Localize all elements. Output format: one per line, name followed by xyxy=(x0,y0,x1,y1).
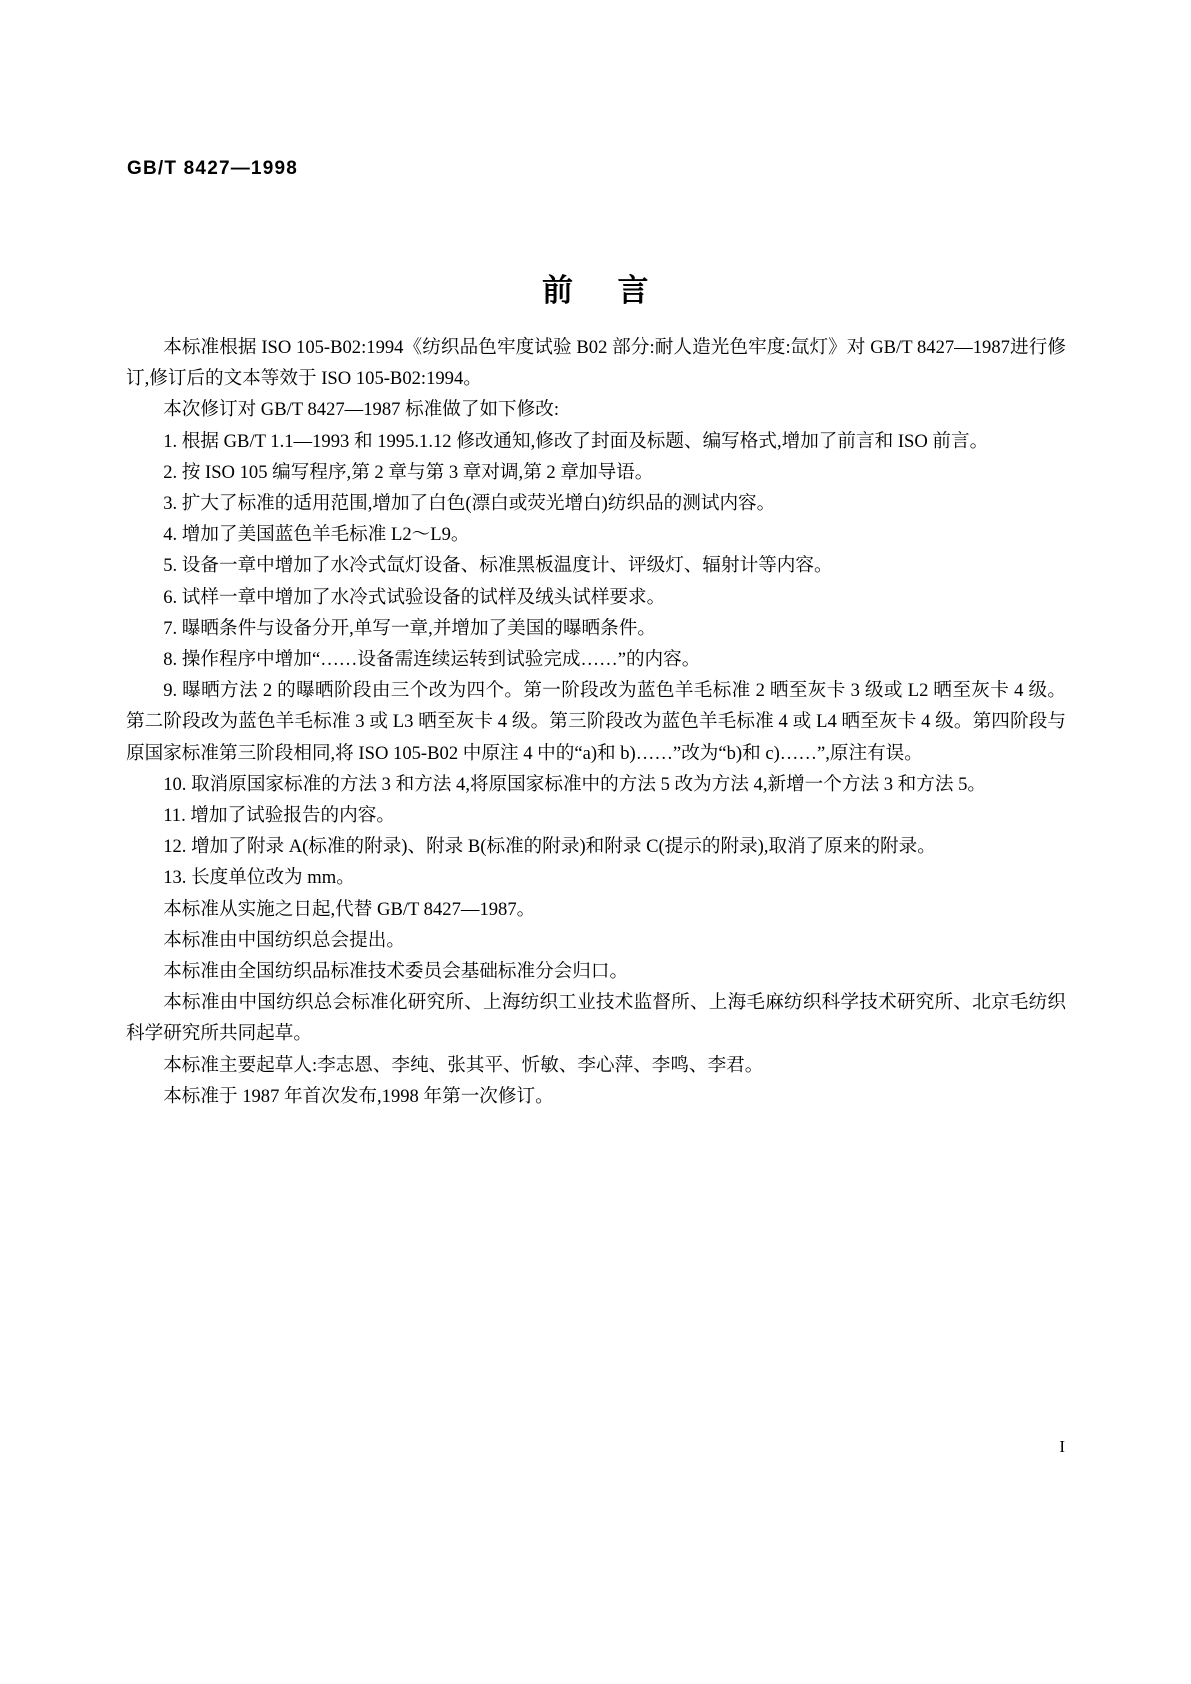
foreword-body xyxy=(126,332,1066,1112)
paragraph: 7. 曝晒条件与设备分开,单写一章,并增加了美国的曝晒条件。 xyxy=(163,617,656,639)
paragraph: 本次修订对 GB/T 8427—1987 标准做了如下修改: xyxy=(163,399,560,421)
paragraph: 6. 试样一章中增加了水冷式试验设备的试样及绒头试样要求。 xyxy=(163,586,666,608)
page-title-char-2: 言 xyxy=(617,273,649,309)
paragraph: 9. 曝晒方法 2 的曝晒阶段由三个改为四个。第一阶段改为蓝色羊毛标准 2 晒至灰卡 3 级或 L2 晒至灰卡 4 级。第二阶段改为蓝色羊毛标准 3 或 L3 晒至灰卡 4 级。第三阶段改为蓝色羊毛标准 4 或 L4 晒至灰卡 4 级。第四阶段与原国家标准第三阶段相同,将 ISO 105-B02 中原注 4 中的“a)和 b)……”改为“b)和 c)……”,原注有误。 xyxy=(126,680,1066,764)
paragraph: 2. 按 ISO 105 编写程序,第 2 章与第 3 章对调,第 2 章加导语。 xyxy=(163,461,654,483)
paragraph: 本标准由中国纺织总会提出。 xyxy=(163,929,405,951)
paragraph: 本标准于 1987 年首次发布,1998 年第一次修订。 xyxy=(163,1085,554,1107)
paragraph: 本标准从实施之日起,代替 GB/T 8427—1987。 xyxy=(163,898,536,920)
standard-number: GB/T 8427—1998 xyxy=(127,158,298,179)
paragraph: 13. 长度单位改为 mm。 xyxy=(163,867,355,889)
paragraph: 本标准由中国纺织总会标准化研究所、上海纺织工业技术监督所、上海毛麻纺织科学技术研究所、北京毛纺织科学研究所共同起草。 xyxy=(126,992,1066,1045)
paragraph: 5. 设备一章中增加了水冷式氙灯设备、标准黑板温度计、评级灯、辐射计等内容。 xyxy=(163,555,833,577)
paragraph: 8. 操作程序中增加“……设备需连续运转到试验完成……”的内容。 xyxy=(163,649,701,671)
paragraph: 本标准主要起草人:李志恩、李纯、张其平、忻敏、李心萍、李鸣、李君。 xyxy=(163,1054,764,1076)
paragraph: 3. 扩大了标准的适用范围,增加了白色(漂白或荧光增白)纺织品的测试内容。 xyxy=(163,493,776,515)
paragraph: 10. 取消原国家标准的方法 3 和方法 4,将原国家标准中的方法 5 改为方法 4,新增一个方法 3 和方法 5。 xyxy=(163,773,986,795)
paragraph: 12. 增加了附录 A(标准的附录)、附录 B(标准的附录)和附录 C(提示的附录),取消了原来的附录。 xyxy=(163,836,936,858)
paragraph: 1. 根据 GB/T 1.1—1993 和 1995.1.12 修改通知,修改了封面及标题、编写格式,增加了前言和 ISO 前言。 xyxy=(163,430,989,452)
paragraph: 11. 增加了试验报告的内容。 xyxy=(163,805,395,827)
page-title xyxy=(0,265,1191,310)
paragraph: 本标准由全国纺织品标准技术委员会基础标准分会归口。 xyxy=(163,961,629,983)
page-number: I xyxy=(1059,1437,1065,1456)
page-title-char-1: 前 xyxy=(542,273,574,309)
paragraph: 4. 增加了美国蓝色羊毛标准 L2～L9。 xyxy=(163,524,470,546)
paragraph: 本标准根据 ISO 105-B02:1994《纺织品色牢度试验 B02 部分:耐人造光色牢度:氙灯》对 GB/T 8427—1987进行修订,修订后的文本等效于 ISO 105-B02:1994。 xyxy=(126,337,1066,390)
